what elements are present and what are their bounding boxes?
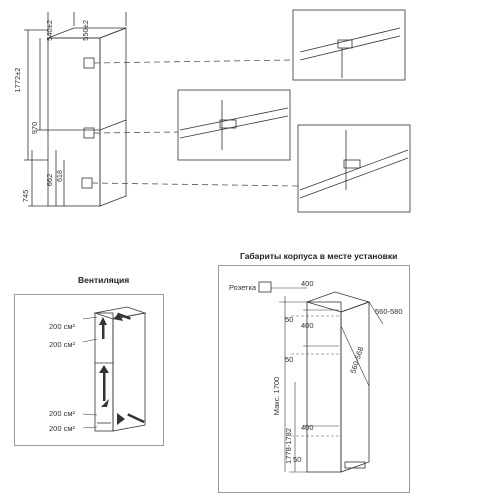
vent-label-3: 200 см²: [49, 409, 76, 418]
niche-w2: 400: [301, 321, 314, 330]
fridge-dimension-figure: [0, 0, 500, 240]
detail-box-bottom: [298, 125, 410, 212]
hinge-detail-middle: [84, 128, 94, 138]
niche-w1: 400: [301, 279, 314, 288]
dim-height-upper: 970: [30, 121, 39, 135]
dim-height-lower: 745: [21, 189, 30, 203]
niche-height-max: Макс. 1700: [272, 376, 281, 416]
vent-label-2: 200 см²: [49, 340, 76, 349]
socket-label: Розетка: [229, 283, 257, 292]
dim-height-small: 618: [57, 170, 64, 182]
niche-side: [341, 302, 369, 472]
niche-depth: 560-580: [375, 307, 403, 316]
hinge-detail-top: [84, 58, 94, 68]
niche-width: 560-568: [348, 345, 366, 375]
fridge-side-face: [100, 28, 126, 206]
niche-height-range: 1778-1782: [284, 428, 293, 464]
niche-title: Габариты корпуса в месте установки: [240, 251, 398, 261]
ventilation-panel: [14, 294, 164, 446]
ventilation-diagram: [15, 295, 163, 445]
niche-w3: 400: [301, 423, 314, 432]
niche-panel: [218, 265, 410, 493]
dim-depth-b: 550±2: [81, 20, 90, 41]
niche-gap3: 50: [293, 455, 302, 464]
detail-box-top: [293, 10, 405, 80]
vent-label-4: 200 см²: [49, 424, 76, 433]
dim-height-total: 1772±2: [13, 67, 22, 93]
hinge-detail-bottom: [82, 178, 92, 188]
vent-arrow-up-top: [99, 317, 107, 325]
dim-height-lower-inner: 662: [45, 173, 54, 187]
dim-depth-a: 540±2: [45, 20, 54, 41]
niche-gap2: 50: [285, 355, 294, 364]
ventilation-title: Вентиляция: [78, 275, 130, 285]
vent-arrow-in-bottom: [117, 413, 125, 425]
detail-box-middle: [178, 90, 290, 160]
vent-label-1: 200 см²: [49, 322, 76, 331]
niche-gap1: 50: [285, 315, 294, 324]
niche-diagram: [219, 266, 409, 492]
socket-icon: [259, 282, 271, 292]
